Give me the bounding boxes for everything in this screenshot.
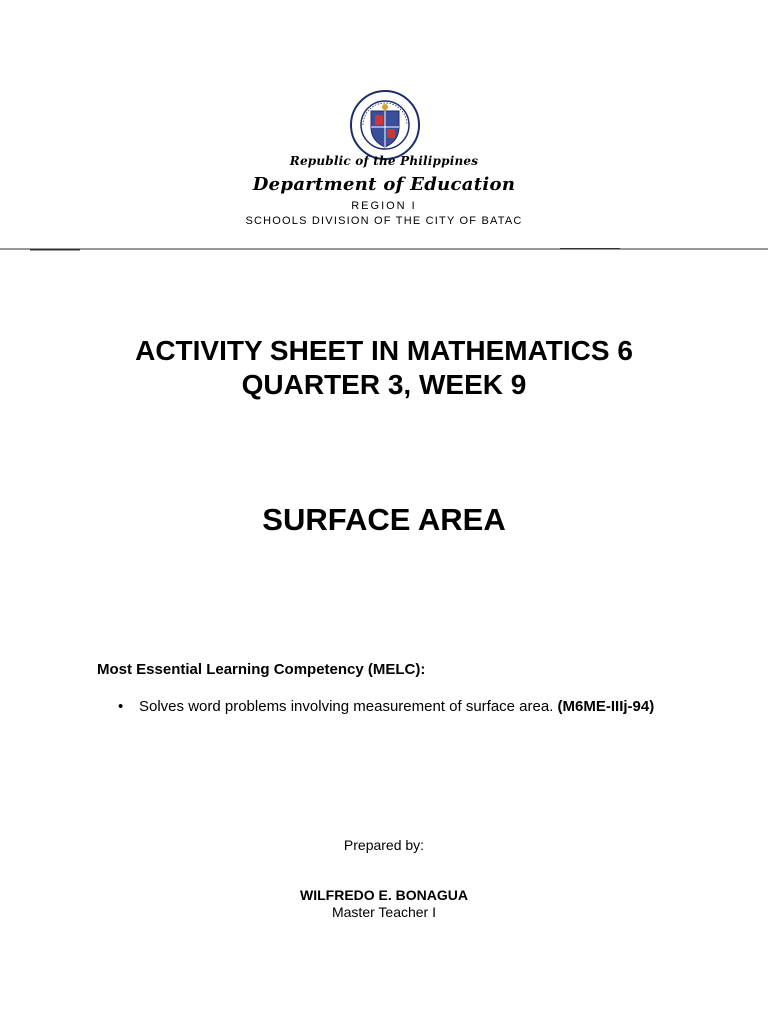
melc-item-code: (M6ME-IIIj-94) bbox=[557, 698, 655, 715]
deped-seal-icon bbox=[349, 89, 421, 161]
melc-list-item bbox=[118, 697, 678, 716]
topic-title: SURFACE AREA bbox=[262, 502, 506, 537]
department-heading: Department of Education bbox=[252, 174, 516, 195]
division-label: SCHOOLS DIVISION OF THE CITY OF BATAC bbox=[245, 215, 523, 227]
melc-heading: Most Essential Learning Competency (MELC): bbox=[97, 661, 426, 678]
author-name: WILFREDO E. BONAGUA bbox=[300, 887, 468, 903]
melc-item-text: Solves word problems involving measurement of surface area. bbox=[139, 698, 558, 715]
prepared-by-label: Prepared by: bbox=[343, 837, 425, 853]
header-divider bbox=[0, 238, 768, 241]
bullet-icon: • bbox=[118, 698, 124, 715]
author-position: Master Teacher I bbox=[331, 904, 436, 920]
activity-title bbox=[0, 334, 768, 402]
republic-heading: Republic of the Philippines bbox=[289, 154, 479, 168]
melc-item-content bbox=[139, 697, 678, 716]
title-line-1: ACTIVITY SHEET IN MATHEMATICS 6 bbox=[135, 335, 633, 366]
region-label: REGION I bbox=[351, 200, 417, 212]
title-line-2: QUARTER 3, WEEK 9 bbox=[241, 369, 527, 400]
